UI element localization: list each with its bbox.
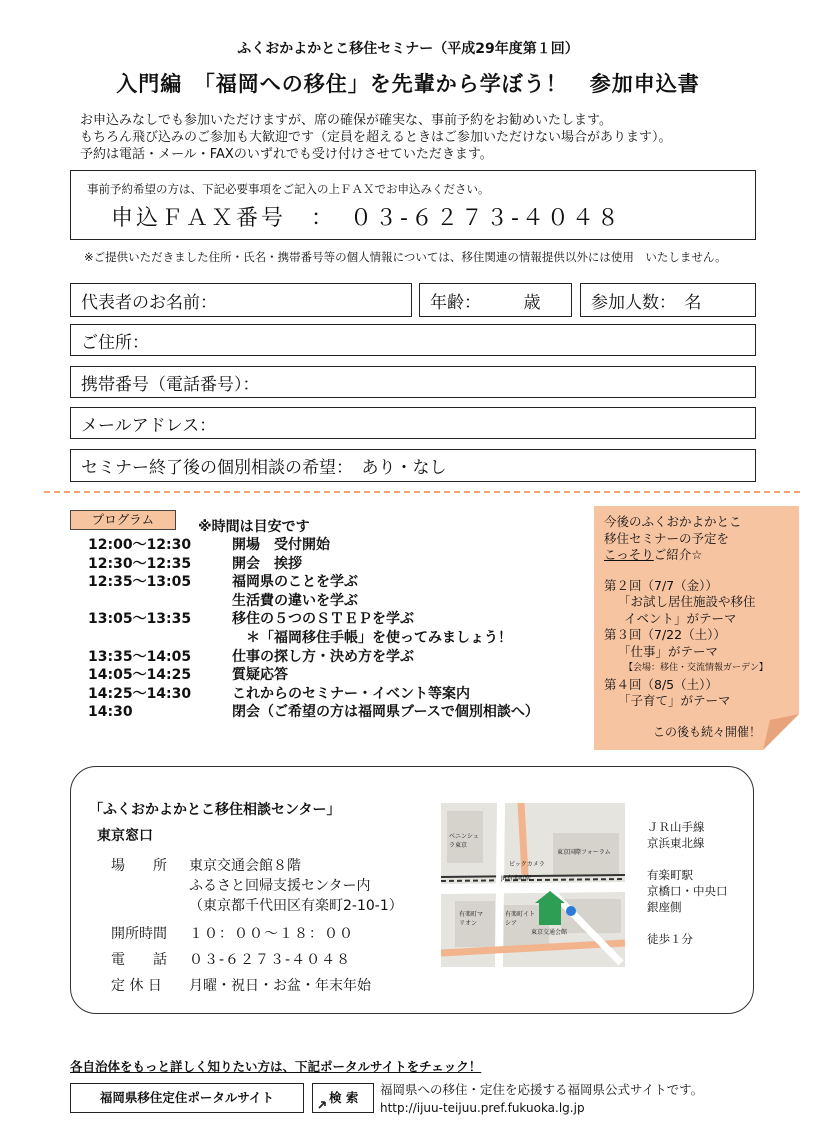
schedule-item: 移住の５つのＳＴＥＰを学ぶ bbox=[232, 611, 414, 628]
schedule bbox=[88, 536, 539, 722]
schedule-time: 14:30 bbox=[88, 704, 133, 721]
schedule-time: 12:30～12:35 bbox=[88, 555, 192, 572]
holiday-label: 定 休 日 bbox=[111, 978, 162, 994]
seminar-2-theme: 「お試し居住施設や移住 bbox=[618, 594, 756, 609]
schedule-time: 13:35～14:05 bbox=[88, 648, 192, 665]
place-value: 東京交通会館８階 bbox=[189, 858, 301, 874]
portal-description bbox=[380, 1080, 703, 1118]
schedule-row bbox=[88, 573, 539, 592]
place-address: （東京都千代田区有楽町2-10-1） bbox=[189, 898, 403, 914]
seminar-2-date: 第２回（7/7（金）） bbox=[604, 577, 718, 593]
schedule-time: 12:00～12:30 bbox=[88, 537, 192, 553]
access-line: 京橋口・中央口 bbox=[647, 884, 728, 898]
schedule-time: 14:05～14:25 bbox=[88, 667, 192, 684]
schedule-item: これからのセミナー・イベント等案内 bbox=[232, 685, 470, 702]
schedule-row bbox=[88, 703, 539, 722]
intro-line: もちろん飛び込みのご参加も大歓迎です（定員を超えるときはご参加いただけない場合があります）。 bbox=[80, 130, 672, 145]
upcoming-line bbox=[604, 547, 768, 564]
upcoming-seminars-note bbox=[594, 506, 799, 750]
dashed-divider bbox=[44, 491, 800, 493]
search-button[interactable] bbox=[312, 1083, 374, 1113]
schedule-row bbox=[88, 648, 539, 667]
consultation-center-box bbox=[70, 766, 754, 1014]
map-graphic bbox=[441, 803, 625, 967]
upcoming-highlight: こっそり bbox=[604, 547, 654, 562]
access-map bbox=[441, 803, 625, 967]
access-line: 徒歩１分 bbox=[647, 932, 693, 946]
schedule-item: 開場 受付開始 bbox=[232, 537, 330, 553]
intro-line: お申込みなしでも参加いただけますが、席の確保が確実な、事前予約をお勧めいたします。 bbox=[80, 113, 612, 128]
schedule-time bbox=[88, 592, 232, 611]
hours-value: １０：００～１８：００ bbox=[189, 926, 354, 942]
seminar-3-venue: 【会場：移住・交流情報ガーデン】 bbox=[624, 663, 768, 673]
seminar-4-date: 第４回（8/5（土）） bbox=[604, 676, 718, 692]
schedule-row bbox=[88, 666, 539, 685]
map-label-itocia: 有楽町イトシア bbox=[505, 911, 536, 927]
place-label: 場 所 bbox=[111, 858, 167, 874]
consultation-field[interactable]: セミナー終了後の個別相談の希望： あり・なし bbox=[70, 449, 756, 482]
program-label: プログラム bbox=[70, 510, 176, 530]
map-label-bic: ビックカメラ bbox=[509, 861, 545, 868]
center-window: 東京窓口 bbox=[97, 828, 153, 844]
schedule-row bbox=[88, 536, 539, 555]
portal-desc-text: 福岡県への移住・定住を応援する福岡県公式サイトです。 bbox=[380, 1082, 704, 1097]
tel-label: 電 話 bbox=[111, 952, 167, 968]
access-spacer bbox=[647, 915, 728, 931]
map-label-station: JR有楽町駅 bbox=[501, 875, 531, 882]
access-spacer bbox=[647, 851, 728, 867]
participants-field[interactable]: 参加人数： 名 bbox=[580, 283, 756, 317]
schedule-item: 質疑応答 bbox=[232, 667, 288, 684]
program-note: ※時間は目安です bbox=[198, 519, 310, 535]
seminar-3-date: 第３回（7/22（土）） bbox=[604, 627, 726, 642]
schedule-item: 開会 挨拶 bbox=[232, 555, 302, 572]
portal-site-button[interactable]: 福岡県移住定住ポータルサイト bbox=[70, 1083, 304, 1113]
schedule-row bbox=[88, 629, 539, 648]
upcoming-line: 移住セミナーの予定を bbox=[604, 530, 730, 546]
schedule-item: 生活費の違いを学ぶ bbox=[232, 592, 358, 609]
access-line: 京浜東北線 bbox=[647, 836, 705, 850]
access-line: 銀座側 bbox=[647, 900, 682, 914]
schedule-time: 14:25～14:30 bbox=[88, 685, 192, 702]
seminar-2-theme-cont: イベント」がテーマ bbox=[624, 610, 737, 626]
map-label-mullion: 有楽町マリオン bbox=[459, 911, 484, 927]
schedule-item: 福岡県のことを学ぶ bbox=[232, 574, 358, 591]
schedule-item: 仕事の探し方・決め方を学ぶ bbox=[232, 648, 414, 665]
age-field[interactable]: 年齢： 歳 bbox=[419, 283, 572, 317]
schedule-row bbox=[88, 685, 539, 704]
search-button-label: 検 索 bbox=[329, 1090, 359, 1105]
email-field[interactable]: メールアドレス： bbox=[70, 407, 756, 439]
portal-heading: 各自治体をもっと詳しく知りたい方は、下記ポータルサイトをチェック！ bbox=[70, 1059, 482, 1074]
map-label-forum: 東京国際フォーラム bbox=[557, 849, 611, 856]
upcoming-line: 今後のふくおかよかとこ bbox=[604, 514, 742, 529]
intro-text bbox=[80, 112, 672, 163]
seminar-4-theme: 「子育て」がテーマ bbox=[618, 693, 731, 708]
fax-number: 申込ＦＡＸ番号 ： ０３-６２７３-４０４８ bbox=[111, 206, 622, 231]
upcoming-line-end: ご紹介☆ bbox=[653, 547, 703, 562]
cursor-arrow-icon bbox=[317, 1098, 329, 1110]
intro-line: 予約は電話・メール・FAXのいずれでも受け付けさせていただきます。 bbox=[80, 147, 493, 162]
phone-field[interactable]: 携帯番号（電話番号）： bbox=[70, 366, 756, 398]
schedule-row bbox=[88, 610, 539, 629]
upcoming-footer: この後も続々開催！ bbox=[652, 725, 761, 739]
seminar-subtitle: ふくおかよかとこ移住セミナー（平成29年度第１回） bbox=[237, 41, 579, 57]
holiday-value: 月曜・祝日・お盆・年末年始 bbox=[189, 978, 371, 994]
schedule-time: 12:35～13:05 bbox=[88, 574, 192, 591]
schedule-time bbox=[88, 629, 232, 648]
map-label-left: ベニンシュラ東京 bbox=[449, 833, 479, 849]
center-title: 「ふくおかよかとこ移住相談センター」 bbox=[89, 802, 341, 818]
upcoming-text bbox=[604, 514, 768, 710]
schedule-row bbox=[88, 555, 539, 574]
name-field[interactable]: 代表者のお名前： bbox=[70, 283, 412, 317]
hours-label: 開所時間 bbox=[111, 926, 167, 942]
schedule-row bbox=[88, 592, 539, 611]
page-title: 入門編 「福岡への移住」を先輩から学ぼう！ 参加申込書 bbox=[116, 72, 700, 96]
map-label-kotsu: 東京交通会館 bbox=[531, 929, 568, 936]
place-value-2: ふるさと回帰支援センター内 bbox=[189, 878, 371, 894]
fax-note: 事前予約希望の方は、下記必要事項をご記入の上ＦＡＸでお申込みください。 bbox=[87, 182, 490, 196]
address-field[interactable]: ご住所： bbox=[70, 324, 756, 356]
schedule-item: 閉会（ご希望の方は福岡県ブースで個別相談へ） bbox=[232, 704, 539, 721]
seminar-3-theme: 「仕事」がテーマ bbox=[618, 643, 719, 659]
fax-box bbox=[70, 170, 756, 240]
portal-url[interactable]: http://ijuu-teijuu.pref.fukuoka.lg.jp bbox=[380, 1101, 585, 1115]
access-info bbox=[647, 819, 728, 947]
access-line: ＪＲ山手線 bbox=[647, 820, 705, 834]
schedule-time: 13:05～13:35 bbox=[88, 611, 192, 628]
tel-value: ０３-６２７３-４０４８ bbox=[189, 952, 352, 968]
schedule-item: ＊「福岡移住手帳」を使ってみましょう！ bbox=[232, 629, 512, 646]
access-line: 有楽町駅 bbox=[647, 868, 693, 882]
privacy-note: ※ご提供いただきました住所・氏名・携帯番号等の個人情報については、移住関連の情報提供以外には使用 いたしません。 bbox=[84, 250, 727, 264]
